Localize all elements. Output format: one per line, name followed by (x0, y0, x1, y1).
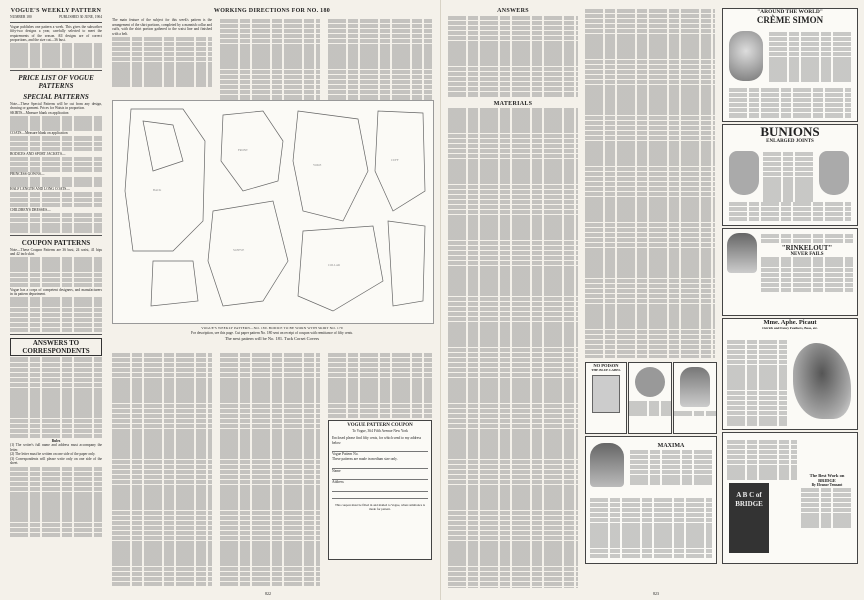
price-item-1: COATS—Measure blank on application (10, 131, 68, 136)
ad-enamel[interactable] (628, 362, 672, 434)
materials-title: MATERIALS (493, 100, 533, 107)
rules-title: Rules (51, 438, 61, 443)
coupon-patterns-title: COUPON PATTERNS (21, 238, 91, 247)
price-item-5: CHILDREN'S DRESSES— (10, 207, 51, 212)
pattern-illustration (112, 100, 434, 324)
price-item-4: HALF LENGTH AND LONG COATS— (10, 187, 70, 192)
page-number-right: 823 (653, 591, 659, 596)
price-item-0: SKIRTS—Measure blank on application (10, 110, 69, 115)
directions-title: WORKING DIRECTIONS FOR NO. 180 (213, 8, 331, 14)
portrait-image (590, 443, 624, 487)
coupon-body: Enclosed please find fifty cents, for which send to my address below (332, 436, 422, 445)
directions-opening: The main feature of the subject for this week's pattern is the arrangement of the shirt portions, completed by a mannish collar and cuffs, with the shirt portion gathered to the waist line and finished with a belt. (112, 18, 212, 36)
foot-after-image (819, 151, 849, 195)
coupon-title: VOGUE PATTERN COUPON (347, 423, 413, 428)
ad-bunions-sub: ENLARGED JOINTS (766, 139, 814, 144)
ad-picaut-body: Ostrich and Fancy Feathers, Boas, etc. (762, 326, 818, 330)
ad-no-poison[interactable] (585, 362, 627, 434)
ad-bunions-title: BUNIONS (760, 124, 820, 139)
ad-creme-simon-title: "AROUND THE WORLD" (757, 9, 823, 15)
directions-lower-col-1 (112, 352, 212, 587)
left-column (10, 8, 102, 593)
coupon-field-address[interactable]: Address (332, 480, 344, 485)
answers-correspondents-title: ANSWERS TO CORRESPONDENTS (10, 338, 102, 356)
svg-text:SLEEVE: SLEEVE (233, 248, 245, 252)
rule-0: (1) The writer's full name and address must accompany the letter. (10, 443, 102, 452)
pattern-price-note: For description, see this page. Cut paper pattern No. 180 sent on receipt of coupon with remittance of fifty cents. (191, 330, 353, 335)
woman-portrait-image (727, 233, 757, 273)
enamel-pot-image (592, 375, 620, 413)
issue-number: NUMBER 180 (10, 15, 32, 19)
abc-bridge-title: A B C of BRIDGE (735, 491, 763, 508)
abc-bridge-book (729, 483, 769, 553)
pattern-pieces-drawing (113, 101, 433, 323)
next-pattern-note: The next pattern will be No. 181. Tuck Corset Covers (224, 336, 320, 341)
ad-creme-simon[interactable] (722, 8, 858, 122)
illustration-caption: VOGUE'S WEEKLY PATTERN—NO. 180. BODICE TO BE WORN WITH SKIRT NO. 179 (201, 326, 343, 330)
svg-text:FRONT: FRONT (238, 148, 248, 152)
price-list-title: PRICE LIST OF VOGUE PATTERNS (18, 73, 94, 90)
ad-lady-portrait[interactable] (673, 362, 717, 434)
directions-lower-col-3 (328, 352, 432, 418)
ad-maxima[interactable] (585, 436, 717, 564)
pattern-coupon[interactable] (328, 420, 432, 560)
ad-no-poison-sub: THE BLUE LABEL (591, 368, 621, 372)
ad-maxima-title: MAXIMA (657, 443, 685, 449)
masthead: VOGUE'S WEEKLY PATTERN (10, 8, 102, 14)
rule-1: (2) The letter must be written on one side of the paper only. (10, 452, 96, 457)
page-number-left: 822 (265, 591, 271, 596)
page-gutter (440, 0, 441, 600)
ad-bridge-books[interactable] (722, 432, 858, 564)
directions-col-1 (112, 18, 212, 100)
baby-image (729, 31, 763, 81)
foot-before-image (729, 151, 759, 195)
special-patterns-title: SPECIAL PATTERNS (23, 92, 89, 101)
ad-bridge-title: The Best Work on BRIDGE (809, 473, 845, 483)
ad-rinkelout[interactable] (722, 228, 858, 316)
svg-text:YOKE: YOKE (313, 163, 322, 167)
ad-bridge-author: By Eleanor Tennant (811, 483, 843, 487)
rule-2: (3) Correspondents will please write only on one side of the sheet. (10, 456, 102, 466)
price-item-3: PRINCESS GOWNS— (10, 172, 45, 177)
coupon-field-size-note: These patterns are made in medium size only. (332, 456, 398, 461)
coupon-address: To Vogue, 364 Fifth Avenue New York (352, 428, 408, 433)
ad-picaut-title: Mme. Aphe. Picaut (763, 319, 817, 326)
directions-lower-col-2 (220, 352, 320, 587)
issue-date: PUBLISHED 30 JUNE, 1904 (59, 15, 102, 19)
ad-creme-simon-brand: CRÈME SIMON (756, 15, 824, 25)
svg-text:COLLAR: COLLAR (328, 263, 340, 267)
directions-col-3 (328, 18, 432, 100)
answers-title: ANSWERS (497, 8, 529, 14)
ad-picaut[interactable] (722, 318, 858, 430)
pattern-notice: Vogue has a corps of competent designers, and manufacturers in its pattern department. (10, 287, 102, 297)
ad-rinkelout-title: "RINKELOUT" (781, 243, 833, 252)
svg-text:BACK: BACK (153, 188, 162, 192)
price-item-2: BODICES AND SPORT JACKETS— (10, 151, 66, 156)
svg-text:CUFF: CUFF (391, 158, 399, 162)
ostrich-feather-image (793, 343, 851, 419)
answers-col-1 (448, 8, 578, 588)
answers-col-2 (585, 8, 715, 358)
coupon-note: Note—These Coupon Patterns are 36 bust, 24 waist, 41 hips and 42 inch skirt. (10, 247, 102, 257)
ad-rinkelout-sub: NEVER FAILS (790, 251, 824, 257)
directions-col-2 (220, 18, 320, 100)
coupon-field-pattern-no[interactable]: Vogue Pattern No. (332, 452, 359, 457)
ad-bunions[interactable] (722, 124, 858, 226)
coupon-footer: This coupon must be filled in and mailed to Vogue, when remittance is made for pattern. (334, 502, 426, 512)
ad-enamel-emblem (635, 367, 665, 397)
coupon-field-name[interactable]: Name (332, 468, 341, 473)
special-note: Note—These Special Patterns will be cut from any design, drawing or garment. Prices for Waists in proportion. (10, 101, 102, 111)
intro-text: Vogue publishes one pattern a week. This gives the subscriber fifty-two designs a year, carefully selected to meet the requirements of the season. All designs are of correct proportions, and the size cut—36 bust. (10, 24, 102, 42)
lady-portrait-image (680, 367, 710, 407)
ad-no-poison-title: NO POISON (593, 363, 619, 368)
